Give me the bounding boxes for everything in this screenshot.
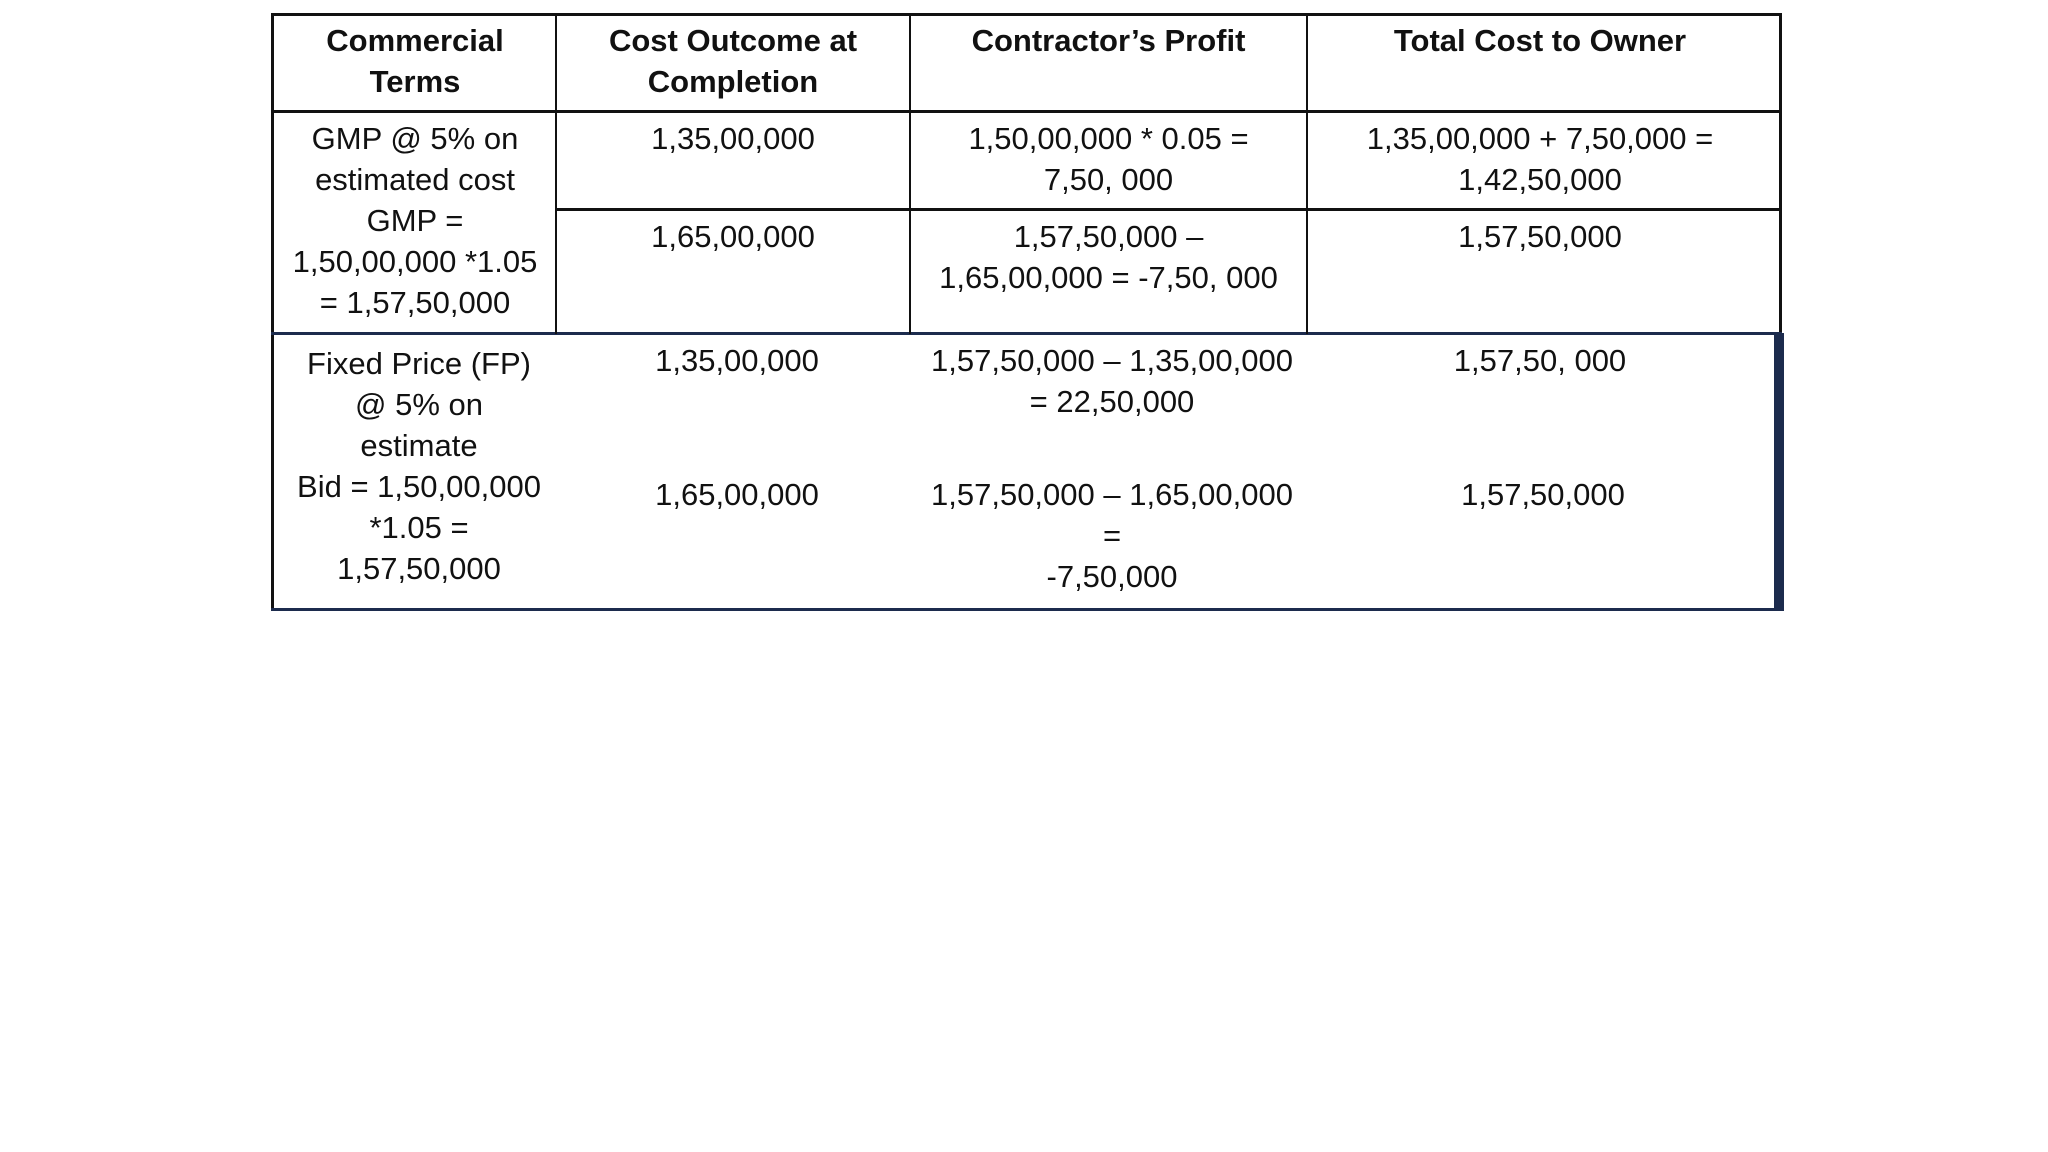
gmp-row-1-total: 1,35,00,000 + 7,50,000 = 1,42,50,000 <box>1366 121 1714 197</box>
gmp-row-1-profit: 1,50,00,000 * 0.05 = 7,50, 000 <box>968 121 1249 197</box>
gmp-row-1-cost: 1,35,00,000 <box>651 121 815 156</box>
header-total-cost: Total Cost to Owner <box>1393 23 1687 58</box>
table-border-right <box>1779 13 1782 335</box>
gmp-row-2-profit: 1,57,50,000 – 1,65,00,000 = -7,50, 000 <box>939 219 1278 295</box>
table-border-bottom <box>271 608 1784 611</box>
fp-row-2-total: 1,57,50,000 <box>1461 477 1625 512</box>
gmp-row-2-cost: 1,65,00,000 <box>651 219 815 254</box>
table-border-right-accent <box>1774 333 1784 611</box>
gmp-row-2-total: 1,57,50,000 <box>1458 219 1622 254</box>
header-contractor-profit: Contractor’s Profit <box>971 23 1246 58</box>
gmp-terms: GMP @ 5% on estimated cost GMP = 1,50,00,000 *1.05 = 1,57,50,000 <box>292 121 538 320</box>
table-border-top <box>271 13 1782 16</box>
header-cost-outcome: Cost Outcome at Completion <box>608 23 858 99</box>
fp-row-2-cost: 1,65,00,000 <box>655 477 819 512</box>
fp-row-1-cost: 1,35,00,000 <box>655 343 819 378</box>
fp-row-1-profit: 1,57,50,000 – 1,35,00,000 = 22,50,000 <box>931 343 1293 419</box>
fp-terms: Fixed Price (FP) @ 5% on estimate Bid = 1,50,00,000 *1.05 = 1,57,50,000 <box>297 346 541 586</box>
section-divider <box>271 332 1782 335</box>
fp-row-1-total: 1,57,50, 000 <box>1453 343 1627 378</box>
fp-row-2-profit: 1,57,50,000 – 1,65,00,000 = -7,50,000 <box>931 477 1293 594</box>
header-divider <box>271 110 1782 113</box>
gmp-row-divider <box>556 208 1782 211</box>
header-commercial-terms: Commercial Terms <box>326 23 504 99</box>
